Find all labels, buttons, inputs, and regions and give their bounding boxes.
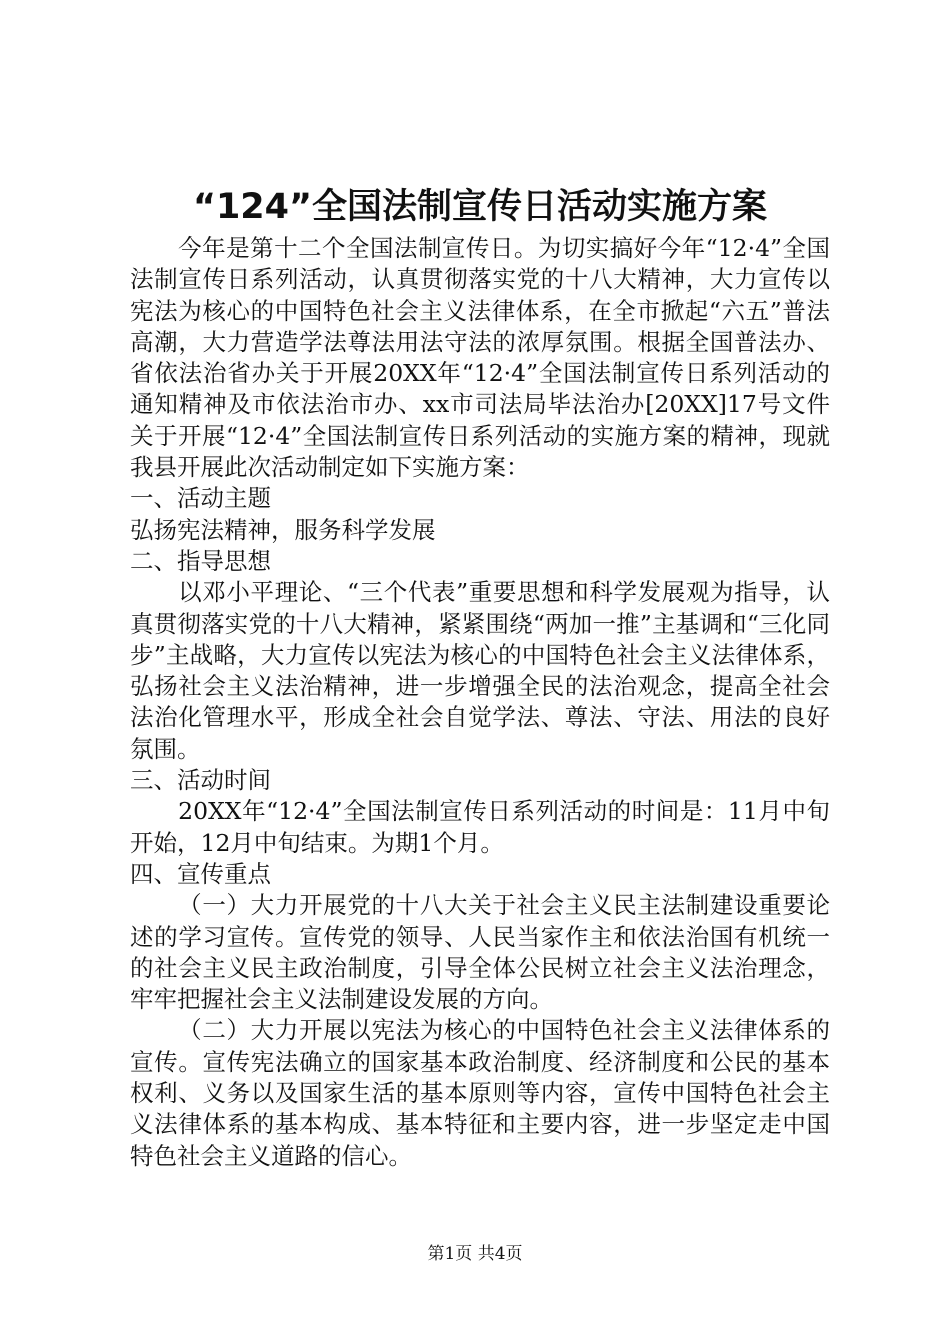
page-number-footer: 第1页 共4页 [427,1244,523,1264]
guiding-thought-paragraph: 以邓小平理论、“三个代表”重要思想和科学发展观为指导，认真贯彻落实党的十八大精神，紧紧围绕“两加一推”主基调和“三化同步”主战略，大力宣传以宪法为核心的中国特色社会主义法律体系，弘扬社会主义法治精神，进一步增强全民的法治观念，提高全社会法治化管理水平，形成全社会自觉学法、尊法、守法、用法的良好氛围。 [130,578,830,763]
section-heading-theme: 一、活动主题 [130,484,271,513]
focus-paragraph-2: （二）大力开展以宪法为核心的中国特色社会主义法律体系的宣传。宣传宪法确立的国家基本政治制度、经济制度和公民的基本权利、义务以及国家生活的基本原则等内容，宣传中国特色社会主义法律体系的基本构成、基本特征和主要内容，进一步坚定走中国特色社会主义道路的信心。 [130,1016,830,1170]
document-title: “124”全国法制宣传日活动实施方案 [192,187,768,227]
focus-paragraph-1: （一）大力开展党的十八大关于社会主义民主法制建设重要论述的学习宣传。宣传党的领导、人民当家作主和依法治国有机统一的社会主义民主政治制度，引导全体公民树立社会主义法治理念，牢牢把握社会主义法制建设发展的方向。 [130,891,830,1014]
document-body [130,233,830,1172]
section-heading-guiding-thought: 二、指导思想 [130,546,271,575]
section-heading-focus: 四、宣传重点 [130,859,271,888]
section-heading-time: 三、活动时间 [130,766,271,795]
time-paragraph: 20XX年“12·4”全国法制宣传日系列活动的时间是：11月中旬开始，12月中旬结束。为期1个月。 [130,797,830,857]
theme-text: 弘扬宪法精神，服务科学发展 [130,515,436,544]
intro-paragraph: 今年是第十二个全国法制宣传日。为切实搞好今年“12·4”全国法制宣传日系列活动，认真贯彻落实党的十八大精神，大力宣传以宪法为核心的中国特色社会主义法律体系，在全市掀起“六五”普法高潮，大力营造学法尊法用法守法的浓厚氛围。根据全国普法办、省依法治省办关于开展20XX年“12·4”全国法制宣传日系列活动的通知精神及市依法治市办、xx市司法局毕法治办[20XX]17号文件关于开展“12·4”全国法制宣传日系列活动的实施方案的精神，现就我县开展此次活动制定如下实施方案： [130,234,830,482]
